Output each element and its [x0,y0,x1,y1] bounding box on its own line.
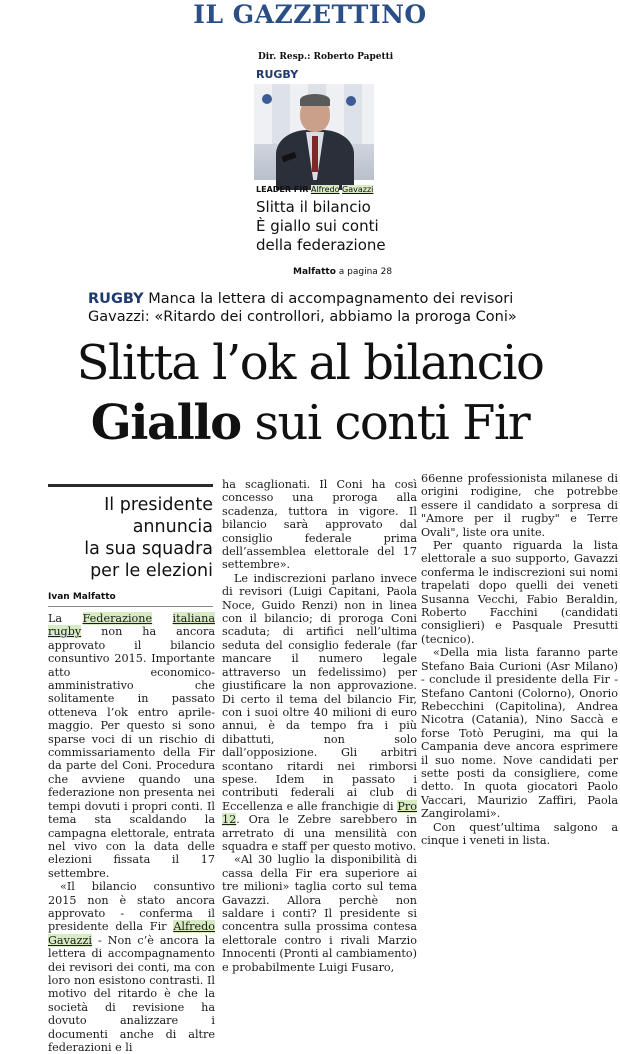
headline-bold-word: Giallo [90,395,241,451]
highlight: rugby [48,625,82,639]
sidebar-subtitle-line: annuncia [132,517,213,537]
headline-line-1: Slitta l’ok al bilancio [76,335,544,391]
teaser-page-ref [293,267,392,277]
caption-tag: LEADER FIR [256,185,309,194]
teaser-ref-page: a pagina 28 [335,267,393,277]
kicker-tag: RUGBY [88,291,144,307]
sidebar-subtitle [48,494,213,582]
paragraph: ha scaglionati. Il Coni ha così concesso una proroga alla scadenza, tuttora in vigore. Il bilancio sarà approvato dal consiglio federale prima dell’assemblea elettorale del 17 settembre». [222,478,417,572]
headline-line-2 [0,394,620,452]
teaser-title-line: Slitta il bilancio [256,198,371,216]
caption-name-last: Gavazzi [342,185,374,194]
highlight: Pro [397,799,417,813]
kicker-text-2: Gavazzi: «Ritardo dei controllori, abbiamo la proroga Coni» [88,309,517,325]
sidebar-subtitle-line: per le elezioni [90,561,213,581]
director-line: Dir. Resp.: Roberto Papetti [258,52,394,62]
teaser-kicker: RUGBY [256,68,299,81]
article-kicker [88,290,618,326]
leader-photo [254,84,374,180]
paragraph: 66enne professionista milanese di origini rodigine, che potrebbe essere il candidato a sorpresa di "Amore per il rugby" e Terre Ovali", liste ora unite. [421,472,618,539]
caption-name-first: Alfredo [310,185,340,194]
sidebar-subtitle-line: Il presidente [104,495,213,515]
paragraph: La Federazione italiana rugby non ha ancora approvato il bilancio consuntivo 2015. Importante atto economico-amministrativo che solitamente in passato otteneva l’ok entro aprile-maggio. Per questo si sono sparse voci di un rischio di commissariamento della Fir da parte del Coni. Procedura che avviene quando una federazione non presenta nei tempi dovuti i propri conti. Il tema sta scaldando la campagna elettorale, entrata nel vivo con la data delle elezioni fissata il 17 settembre. [48,612,215,880]
highlight: Alfredo [173,920,215,934]
paragraph: Le indiscrezioni parlano invece di revisori (Luigi Capitani, Paola Noce, Guido Renzi) non in linea con il bilancio; di proroga Coni scaduta; di artifici nell’ultima seduta del consiglio federale (far mancare il numero legale attraverso un fedelissimo) per giustificare la non approvazione. Di certo il tema del bilancio Fir, con i suoi oltre 40 milioni di euro annui, è da tempo fra i più dibattuti, non solo dall’opposizione. Gli arbitri scontano ritardi nei rimborsi spese. Idem in passato i contributi federali ai club di Eccellenza e alle franchigie di Pro 12. Ora le Zebre sarebbero in arretrato di una mensilità con squadra e staff per questo motivo. [222,571,417,853]
sidebar-subtitle-line: la sua squadra [84,539,213,559]
masthead-title: IL GAZZETTINO [193,0,427,29]
headline-rest: sui conti Fir [240,395,530,451]
paragraph: «Il bilancio consuntivo 2015 non è stato ancora approvato - conferma il presidente della Fir Alfredo Gavazzi - Non c’è ancora la lettera di accompagnamento dei revisori dei conti, ma con loro non esistono contrasti. Il motivo del ritardo è che la società di revisione ha dovuto analizzare i documenti anche di altre federazioni e li [48,880,215,1054]
highlight: italiana [172,612,215,625]
byline-rule [48,606,213,607]
article-column-3 [421,472,618,847]
byline: Ivan Malfatto [48,592,116,602]
kicker-text-1: Manca la lettera di accompagnamento dei revisori [143,291,514,307]
article-column-2 [222,478,417,974]
masthead [0,0,620,34]
paragraph: «Al 30 luglio la disponibilità di cassa della Fir era superiore ai tre milioni» taglia corto sul tema Gavazzi. Allora perchè non saldare i conti? Il presidente si concentra sulla prossima contesa elettorale contro i rivali Marzio Innocenti (Pronti al cambiamento) e probabilmente Luigi Fusaro, [222,853,417,974]
highlight: 12 [222,813,237,827]
teaser-title [256,198,456,255]
article-column-1 [48,612,215,1054]
paragraph: Per quanto riguarda la lista elettorale a suo supporto, Gavazzi conferma le indiscrezioni sui nomi trapelati dopo quelli dei veneti Susanna Vecchi, Fabio Beraldin, Roberto Facchini (candidati consiglieri) e Pasquale Presutti (tecnico). [421,539,618,646]
paragraph: «Della mia lista faranno parte Stefano Baia Curioni (Asr Milano) - conclude il presidente della Fir - Stefano Cantoni (Colorno), Onorio Rebecchini (Capitolina), Andrea Nicotra (Catania), Nino Saccà e forse Totò Perugini, ma qui la Campania deve ancora esprimere il suo nome. Nove candidati per sette posti da consigliere, come detto. In quota giocatori Paolo Vaccari, Maurizio Zaffiri, Paola Zangirolami». [421,646,618,821]
highlight: Gavazzi [48,933,92,947]
sidebar-rule [48,484,213,487]
teaser-ref-author: Malfatto [293,267,336,277]
photo-caption [256,185,373,194]
highlight: Federazione [82,612,153,625]
paragraph: Con quest’ultima salgono a cinque i veneti in lista. [421,820,618,847]
teaser-title-line: È giallo sui conti [256,217,379,235]
teaser-title-line: della federazione [256,236,386,254]
